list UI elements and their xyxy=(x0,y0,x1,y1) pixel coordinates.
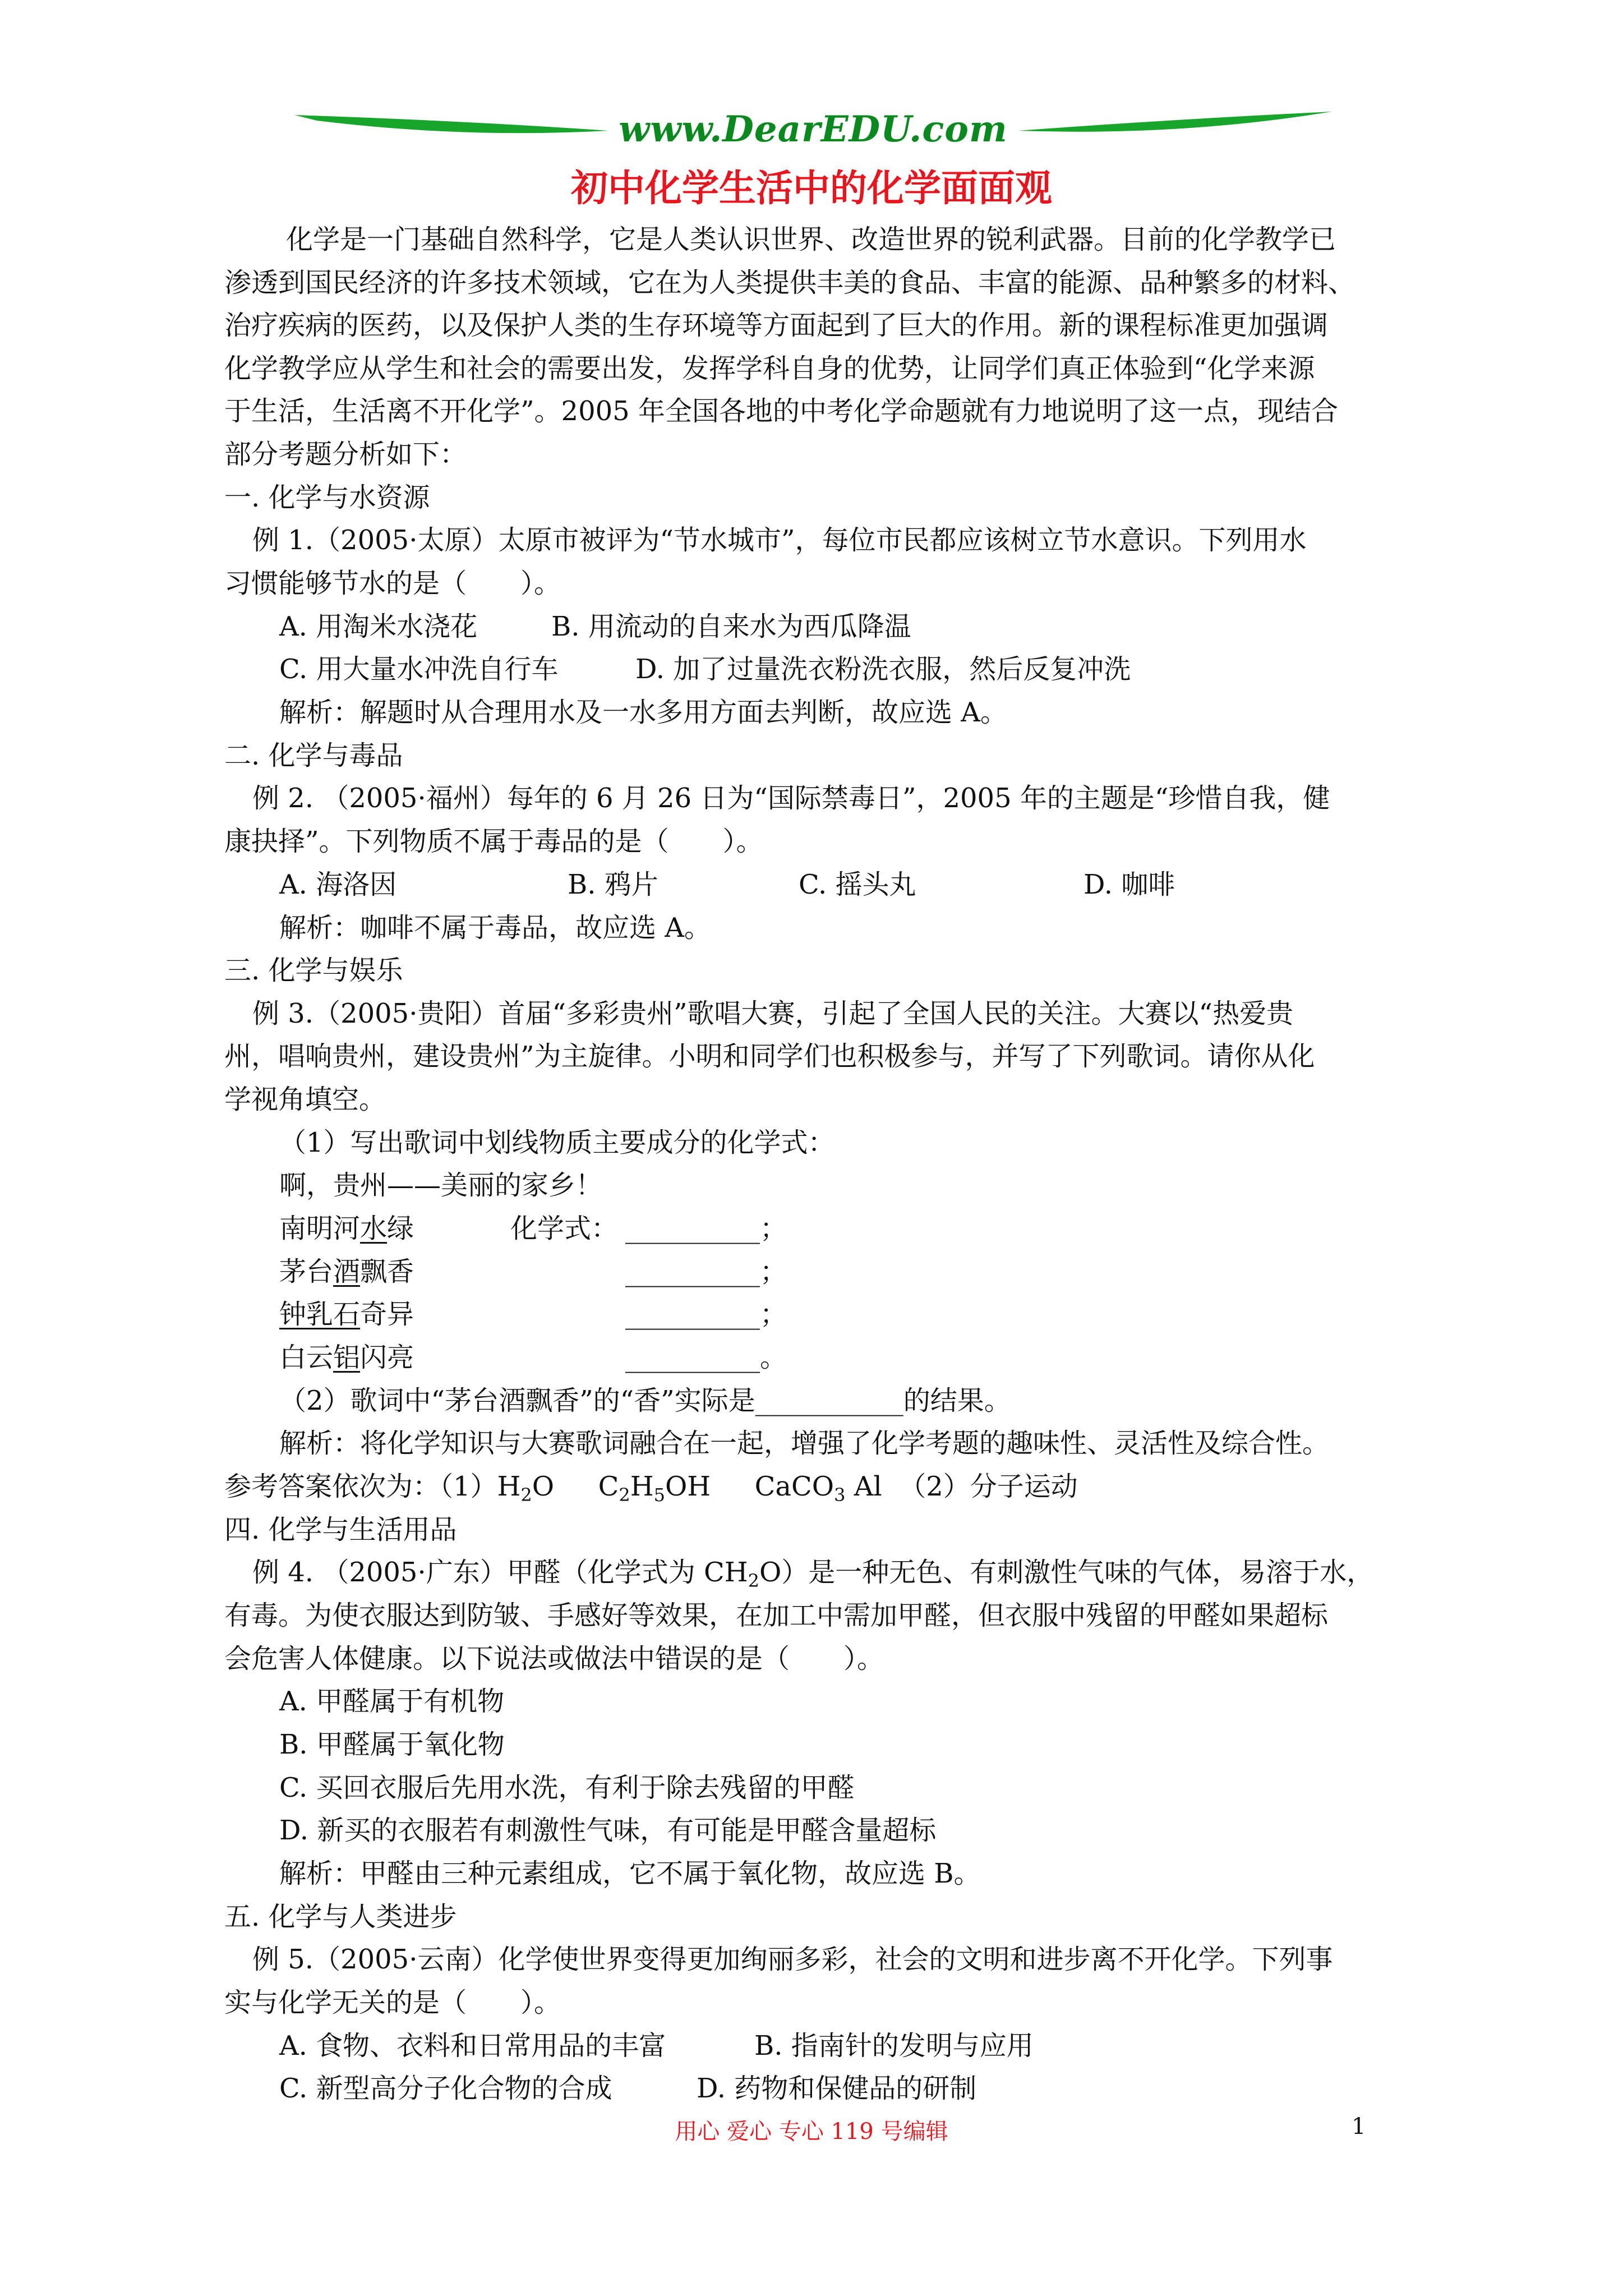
question-line: 有毒。为使衣服达到防皱、手感好等效果，在加工中需加甲醛，但衣服中残留的甲醛如果超标 xyxy=(224,1600,1329,1631)
page-footer: 用心 爱心 专心 119 号编辑 xyxy=(675,2119,948,2145)
answer-blank: __________； xyxy=(625,1213,787,1244)
site-logo xyxy=(294,104,1332,154)
option-b: B. 甲醛属于氧化物 xyxy=(279,1729,505,1760)
option-c: C. 买回衣服后先用水洗，有利于除去残留的甲醛 xyxy=(279,1772,855,1803)
intro-line: 化学教学应从学生和社会的需要出发，发挥学科自身的优势，让同学们真正体验到“化学来源 xyxy=(224,353,1315,384)
option-c: C. 用大量水冲洗自行车 xyxy=(279,654,559,685)
answer-blank: __________； xyxy=(625,1256,787,1287)
underlined-term: 铝 xyxy=(333,1342,361,1373)
underlined-term: 酒 xyxy=(333,1256,361,1287)
section-heading: 一. 化学与水资源 xyxy=(224,482,430,513)
question-line: 会危害人体健康。以下说法或做法中错误的是（ ）。 xyxy=(224,1643,884,1674)
option-b: B. 指南针的发明与应用 xyxy=(754,2030,1034,2062)
section-heading: 五. 化学与人类进步 xyxy=(224,1901,457,1932)
answer-blank: __________。 xyxy=(625,1342,787,1373)
option-c: C. 摇头丸 xyxy=(799,869,916,900)
option-d: D. 加了过量洗衣粉洗衣服，然后反复冲洗 xyxy=(635,654,1131,685)
option-a: A. 用淘米水浇花 xyxy=(279,611,478,642)
question-line: 州，唱响贵州，建设贵州”为主旋律。小明和同学们也积极参与，并写了下列歌词。请你从化 xyxy=(224,1041,1315,1072)
sub-question: （2）歌词中“茅台酒飘香”的“香”实际是___________的结果。 xyxy=(279,1385,1011,1416)
option-a: A. 海洛因 xyxy=(279,869,397,900)
option-a: A. 甲醛属于有机物 xyxy=(279,1686,505,1717)
question-line: 学视角填空。 xyxy=(224,1084,386,1115)
lyric-line: 茅台酒飘香 xyxy=(279,1256,414,1287)
formula-label: 化学式： xyxy=(510,1213,619,1244)
question-line: 实与化学无关的是（ ）。 xyxy=(224,1987,561,2018)
analysis-text: 解析：咖啡不属于毒品，故应选 A。 xyxy=(279,912,711,944)
option-b: B. 鸦片 xyxy=(568,869,658,900)
lyric-line: 啊，贵州——美丽的家乡！ xyxy=(279,1170,603,1201)
question-line: 习惯能够节水的是（ ）。 xyxy=(224,568,561,599)
question-line: 例 3.（2005·贵阳）首届“多彩贵州”歌唱大赛，引起了全国人民的关注。大赛以“热爱贵 xyxy=(252,998,1294,1029)
section-heading: 三. 化学与娱乐 xyxy=(224,955,403,986)
lyric-line: 南明河水绿 xyxy=(279,1213,414,1244)
question-line: 康抉择”。下列物质不属于毒品的是（ ）。 xyxy=(224,826,763,857)
option-b: B. 用流动的自来水为西瓜降温 xyxy=(551,611,911,642)
answer-blank: __________； xyxy=(625,1299,787,1330)
option-a: A. 食物、衣料和日常用品的丰富 xyxy=(279,2030,666,2062)
lyric-line: 钟乳石奇异 xyxy=(279,1299,414,1330)
logo-text: www.DearEDU.com xyxy=(619,108,1008,150)
page-number: 1 xyxy=(1352,2114,1366,2139)
intro-line: 渗透到国民经济的许多技术领域，它在为人类提供丰美的食品、丰富的能源、品种繁多的材料、 xyxy=(224,267,1355,298)
analysis-text: 解析：解题时从合理用水及一水多用方面去判断，故应选 A。 xyxy=(279,697,1007,728)
question-line: 例 1.（2005·太原）太原市被评为“节水城市”，每位市民都应该树立节水意识。下列用水 xyxy=(252,524,1307,556)
intro-line: 部分考题分析如下： xyxy=(224,439,467,470)
option-d: D. 药物和保健品的研制 xyxy=(697,2073,977,2104)
option-d: D. 咖啡 xyxy=(1083,869,1175,900)
analysis-text: 解析：将化学知识与大赛歌词融合在一起，增强了化学考题的趣味性、灵活性及综合性。 xyxy=(279,1428,1330,1459)
question-line: 例 2. （2005·福州）每年的 6 月 26 日为“国际禁毒日”，2005 年的主题是“珍惜自我，健 xyxy=(252,783,1330,814)
sub-question: （1）写出歌词中划线物质主要成分的化学式： xyxy=(279,1127,835,1158)
option-c: C. 新型高分子化合物的合成 xyxy=(279,2073,612,2104)
section-heading: 二. 化学与毒品 xyxy=(224,740,403,771)
option-d: D. 新买的衣服若有刺激性气味，有可能是甲醛含量超标 xyxy=(279,1815,937,1846)
section-heading: 四. 化学与生活用品 xyxy=(224,1514,457,1545)
analysis-text: 解析：甲醛由三种元素组成，它不属于氧化物，故应选 B。 xyxy=(279,1858,981,1889)
underlined-term: 钟乳石 xyxy=(279,1299,361,1330)
intro-line: 于生活，生活离不开化学”。2005 年全国各地的中考化学命题就有力地说明了这一点，现结合 xyxy=(224,395,1338,427)
intro-line: 治疗疾病的医药，以及保护人类的生存环境等方面起到了巨大的作用。新的课程标准更加强调 xyxy=(224,310,1329,341)
page-title: 初中化学生活中的化学面面观 xyxy=(571,166,1052,210)
question-line: 例 5.（2005·云南）化学使世界变得更加绚丽多彩，社会的文明和进步离不开化学。下列事 xyxy=(252,1944,1333,1975)
question-line: 例 4. （2005·广东）甲醛（化学式为 $CH_2O$）是一种无色、有刺激性气味的气体，易溶于水， xyxy=(252,1557,1374,1591)
answer-key: 参考答案依次为：$(1)H_2O$ $C_2H_5OH$ CaCO$_3$ Al （2）分子运动 xyxy=(224,1471,1078,1506)
underlined-term: 水 xyxy=(360,1213,388,1244)
intro-line: 化学是一门基础自然科学，它是人类认识世界、改造世界的锐利武器。目前的化学教学已 xyxy=(286,224,1336,255)
lyric-line: 白云铝闪亮 xyxy=(279,1342,414,1373)
